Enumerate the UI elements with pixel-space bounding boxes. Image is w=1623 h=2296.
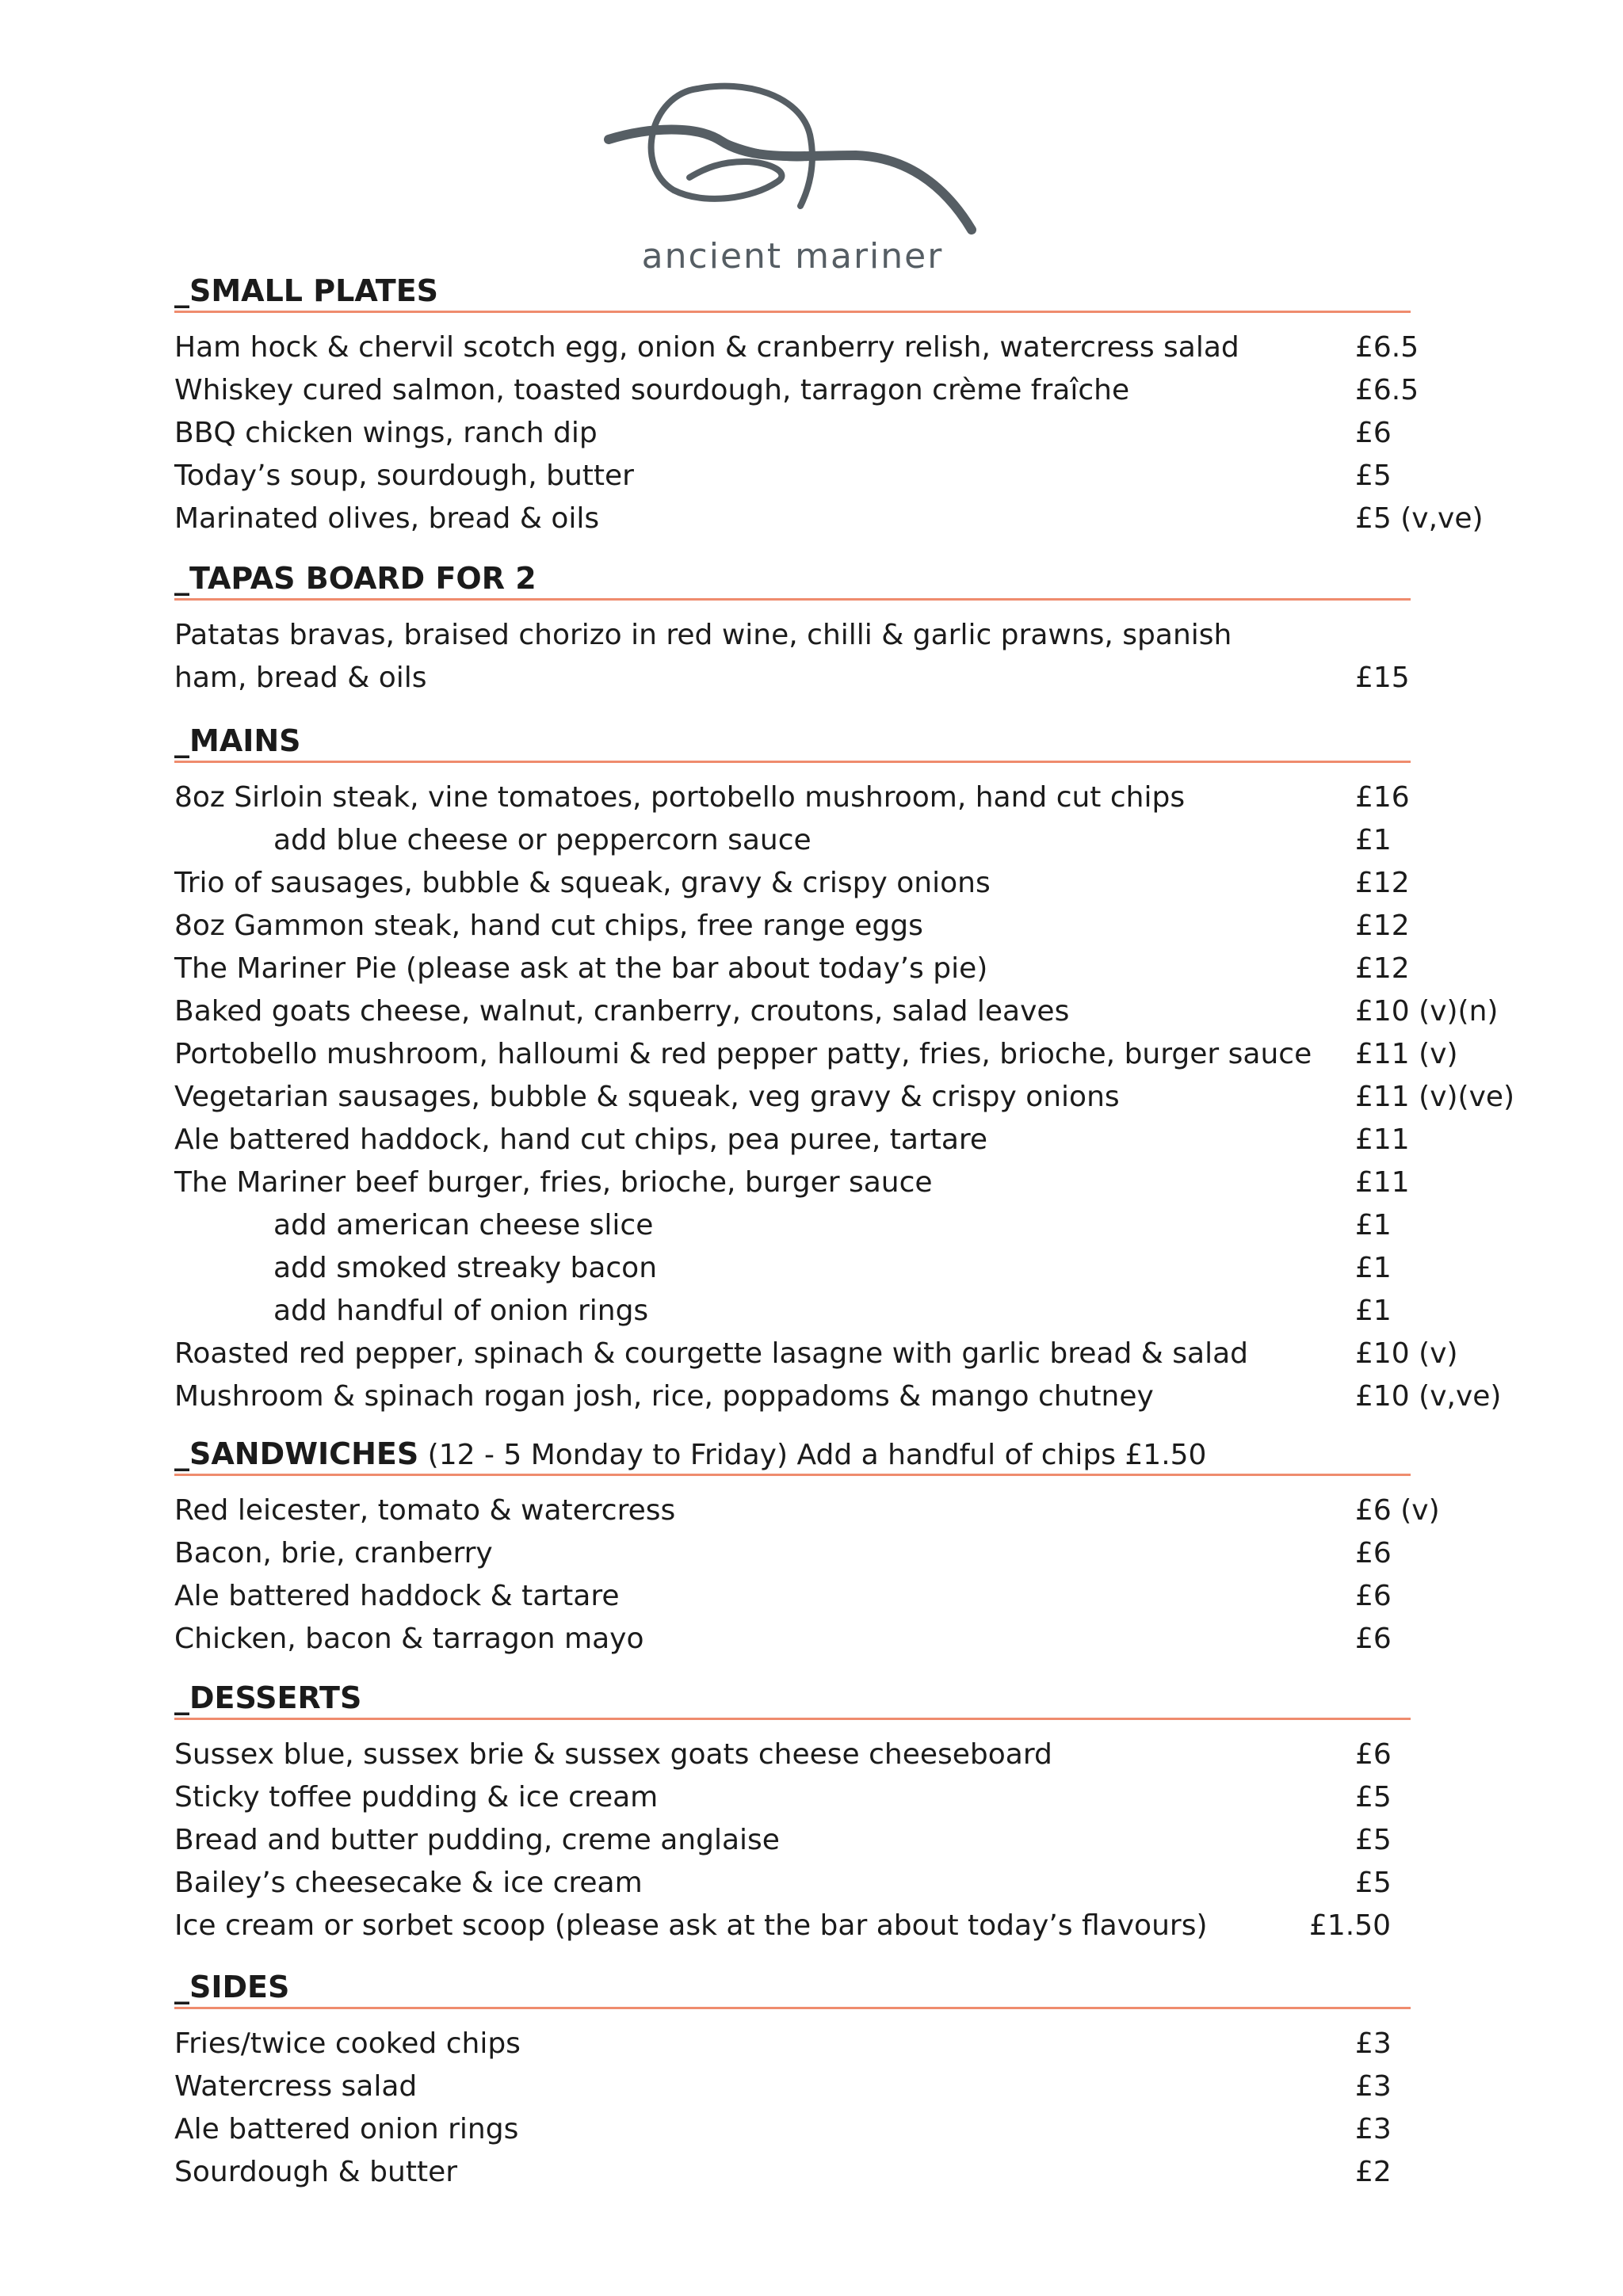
item-price: £1.50 [1309, 1909, 1392, 1942]
item-price: £6 [1355, 417, 1392, 449]
menu-item [174, 1776, 1411, 1819]
item-price: £6 [1355, 1623, 1392, 1655]
item-price: £12 [1355, 952, 1410, 985]
item-price: £5 [1355, 1867, 1392, 1899]
menu-item [174, 1575, 1411, 1618]
item-price: £3 [1355, 2027, 1392, 2060]
menu-item [174, 1333, 1458, 1375]
item-name: add blue cheese or peppercorn sauce [273, 824, 812, 856]
menu-item [174, 990, 1499, 1033]
item-price: £11 (v)(ve) [1355, 1081, 1515, 1113]
item-name: The Mariner beef burger, fries, brioche, burger sauce [174, 1166, 933, 1199]
item-name: Ale battered onion rings [174, 2113, 519, 2145]
item-price: £6 [1355, 1580, 1392, 1612]
item-price: £5 [1355, 1824, 1392, 1856]
item-name: add american cheese slice [273, 1209, 654, 1241]
section-desserts [174, 1678, 1411, 1947]
item-name: Today’s soup, sourdough, butter [174, 460, 634, 492]
item-name: BBQ chicken wings, ranch dip [174, 417, 598, 449]
item-name: Baked goats cheese, walnut, cranberry, croutons, salad leaves [174, 995, 1070, 1028]
menu-item [174, 862, 1411, 905]
item-list [174, 1733, 1411, 1947]
item-name: Ale battered haddock & tartare [174, 1580, 620, 1612]
item-price: £5 [1355, 460, 1392, 492]
menu-item [174, 1119, 1411, 1161]
item-name: Watercress salad [174, 2070, 418, 2103]
menu-item [174, 455, 1411, 498]
menu-addon [174, 1204, 1411, 1247]
item-price: £6.5 [1355, 374, 1419, 406]
item-price: £10 (v) [1355, 1337, 1458, 1370]
item-name: Patatas bravas, braised chorizo in red wine, chilli & garlic prawns, spanish ham, bread & oils [174, 619, 1232, 694]
item-name: 8oz Gammon steak, hand cut chips, free range eggs [174, 910, 923, 942]
item-name: Fries/twice cooked chips [174, 2027, 521, 2060]
menu-item [174, 2065, 1411, 2108]
item-name: Bailey’s cheesecake & ice cream [174, 1867, 643, 1899]
item-price: £5 [1355, 1781, 1392, 1814]
menu-item [174, 1161, 1411, 1204]
item-name: The Mariner Pie (please ask at the bar about today’s pie) [174, 952, 988, 985]
logo-wordmark: ancient mariner [641, 236, 944, 277]
item-list [174, 1489, 1440, 1661]
menu-item [174, 369, 1419, 412]
item-name: Trio of sausages, bubble & squeak, gravy & crispy onions [174, 867, 991, 899]
item-price: £5 (v,ve) [1355, 502, 1484, 535]
menu-item [174, 1489, 1440, 1532]
item-price: £11 (v) [1355, 1038, 1458, 1070]
item-name: Sussex blue, sussex brie & sussex goats cheese cheeseboard [174, 1738, 1052, 1771]
menu-addon [174, 1247, 1411, 1290]
item-price: £12 [1355, 910, 1410, 942]
section-sides [174, 1967, 1411, 2194]
section-title: _SANDWICHES [174, 1436, 419, 1471]
section-title: _MAINS [174, 723, 301, 758]
menu-item [174, 2108, 1411, 2151]
item-price: £3 [1355, 2113, 1392, 2145]
menu-item [174, 326, 1419, 369]
item-list [174, 2023, 1411, 2194]
item-name: Portobello mushroom, halloumi & red pepper patty, fries, brioche, burger sauce [174, 1038, 1312, 1070]
menu-item [174, 2023, 1411, 2065]
section-heading [174, 1434, 1411, 1476]
item-list [174, 776, 1515, 1418]
item-name: Chicken, bacon & tarragon mayo [174, 1623, 644, 1655]
item-name: Ice cream or sorbet scoop (please ask at the bar about today’s flavours) [174, 1909, 1208, 1942]
menu-item [174, 948, 1411, 990]
item-name: Bread and butter pudding, creme anglaise [174, 1824, 780, 1856]
item-list [174, 614, 1411, 700]
section-mains [174, 721, 1515, 1418]
section-heading [174, 1967, 1411, 2009]
item-price: £6 (v) [1355, 1494, 1440, 1527]
item-name: Sourdough & butter [174, 2156, 458, 2188]
section-title: _SIDES [174, 1970, 290, 2004]
item-name: Whiskey cured salmon, toasted sourdough, tarragon crème fraîche [174, 374, 1130, 406]
menu-item [174, 905, 1411, 948]
item-price: £12 [1355, 867, 1410, 899]
item-price: £10 (v)(n) [1355, 995, 1499, 1028]
menu-item [174, 1033, 1458, 1076]
item-price: £1 [1355, 824, 1392, 856]
ship-logo-icon [602, 79, 983, 238]
item-price: £1 [1355, 1252, 1392, 1284]
menu-addon [174, 819, 1411, 862]
menu-item [174, 776, 1411, 819]
item-price: £11 [1355, 1166, 1410, 1199]
section-heading [174, 721, 1411, 763]
item-price: £16 [1355, 781, 1410, 814]
item-price: £1 [1355, 1295, 1392, 1327]
item-price: £15 [1355, 662, 1410, 694]
item-price: £2 [1355, 2156, 1392, 2188]
item-name: Sticky toffee pudding & ice cream [174, 1781, 659, 1814]
item-name: Ale battered haddock, hand cut chips, pea puree, tartare [174, 1123, 988, 1156]
item-price: £3 [1355, 2070, 1392, 2103]
item-price: £10 (v,ve) [1355, 1380, 1502, 1413]
menu-item [174, 1733, 1411, 1776]
menu-item [174, 1618, 1411, 1661]
menu-item [174, 1076, 1515, 1119]
item-name: add smoked streaky bacon [273, 1252, 658, 1284]
section-heading [174, 1678, 1411, 1720]
item-price: £6 [1355, 1537, 1392, 1569]
logo [602, 79, 983, 293]
menu-item [174, 2151, 1411, 2194]
menu-item [174, 412, 1411, 455]
section-small-plates [174, 271, 1484, 540]
menu-item [174, 1819, 1411, 1862]
item-list [174, 326, 1484, 540]
item-price: £6.5 [1355, 331, 1419, 364]
item-name: Roasted red pepper, spinach & courgette lasagne with garlic bread & salad [174, 1337, 1248, 1370]
item-price: £11 [1355, 1123, 1410, 1156]
item-name: Ham hock & chervil scotch egg, onion & cranberry relish, watercress salad [174, 331, 1239, 364]
menu-item [174, 1862, 1411, 1905]
item-name: Red leicester, tomato & watercress [174, 1494, 676, 1527]
section-title: _TAPAS BOARD FOR 2 [174, 561, 537, 596]
section-heading [174, 271, 1411, 313]
menu-item [174, 498, 1484, 540]
section-sandwiches [174, 1434, 1440, 1661]
menu-item [174, 1532, 1411, 1575]
section-note: (12 - 5 Monday to Friday) Add a handful of chips £1.50 [418, 1439, 1207, 1471]
menu-item [174, 1905, 1411, 1947]
item-name: add handful of onion rings [273, 1295, 649, 1327]
section-heading [174, 559, 1411, 601]
menu-item [174, 614, 1411, 700]
item-name: Mushroom & spinach rogan josh, rice, poppadoms & mango chutney [174, 1380, 1154, 1413]
section-title: _SMALL PLATES [174, 273, 439, 308]
menu-addon [174, 1290, 1411, 1333]
section-title: _DESSERTS [174, 1680, 362, 1715]
item-price: £6 [1355, 1738, 1392, 1771]
item-name: Marinated olives, bread & oils [174, 502, 600, 535]
item-name: Bacon, brie, cranberry [174, 1537, 493, 1569]
menu-item [174, 1375, 1502, 1418]
item-name: Vegetarian sausages, bubble & squeak, veg gravy & crispy onions [174, 1081, 1120, 1113]
section-tapas [174, 559, 1411, 700]
item-price: £1 [1355, 1209, 1392, 1241]
item-name: 8oz Sirloin steak, vine tomatoes, portobello mushroom, hand cut chips [174, 781, 1186, 814]
